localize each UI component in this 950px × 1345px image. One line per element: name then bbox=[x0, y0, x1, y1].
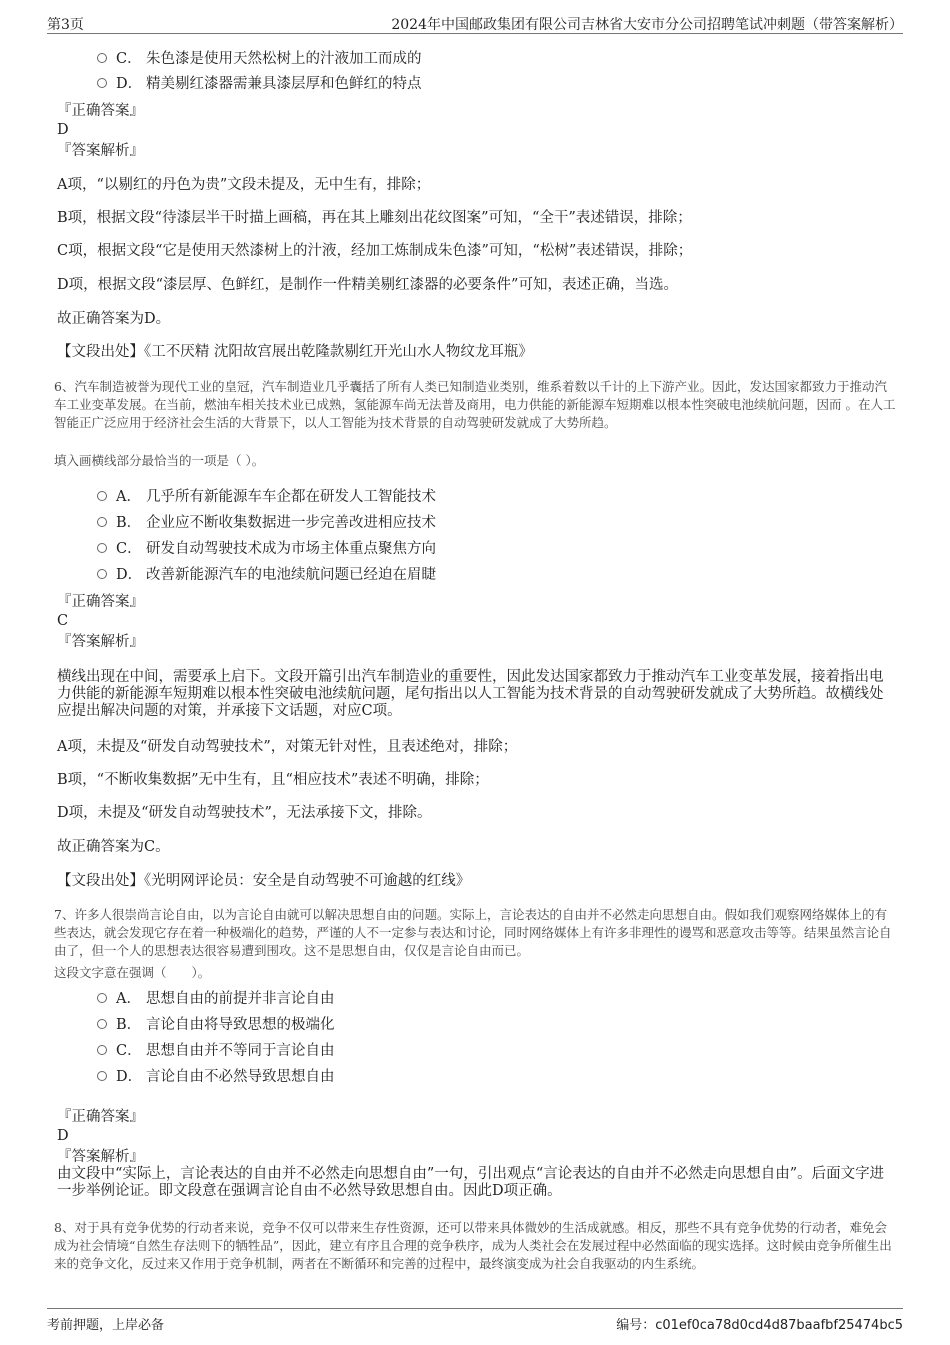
option-text: 言论自由不必然导致思想自由 bbox=[146, 1069, 335, 1085]
q7-answer: D bbox=[57, 1128, 69, 1144]
option-text: 企业应不断收集数据进一步完善改进相应技术 bbox=[146, 515, 436, 531]
radio-icon[interactable] bbox=[97, 993, 107, 1003]
option-text: 几乎所有新能源车车企都在研发人工智能技术 bbox=[146, 489, 436, 505]
q6-answer: C bbox=[57, 613, 69, 629]
q6-answer-label: 『正确答案』 bbox=[57, 594, 144, 610]
header-divider bbox=[47, 33, 903, 34]
q6-prompt: 填入画横线部分最恰当的一项是（ ）。 bbox=[54, 453, 265, 468]
q5-analysis-label: 『答案解析』 bbox=[57, 143, 144, 159]
q6-analysis-label: 『答案解析』 bbox=[57, 634, 144, 650]
q8-stem: 8、对于具有竞争优势的行动者来说，竞争不仅可以带来生存性资源，还可以带来具体微妙的生活成就感。相反，那些不具有竞争优势的行动者，难免会成为社会情境“自然生存法则下的牺牲品”，因此，建立有序且合理的竞争秩序，成为人类社会在发展过程中必然面临的现实选择。这时候由竞争所催生出来的竞争文化，反过来又作用于竞争机制，两者在不断循环和完善的过程中，最终演变成为社会自我驱动的内生系统。 bbox=[54, 1220, 892, 1271]
radio-icon[interactable] bbox=[97, 53, 107, 63]
q6-analysis-b: B项，“不断收集数据”无中生有，且“相应技术”表述不明确，排除； bbox=[57, 772, 489, 788]
q6-analysis-a: A项，未提及“研发自动驾驶技术”，对策无针对性，且表述绝对，排除； bbox=[57, 739, 518, 755]
radio-icon[interactable] bbox=[97, 78, 107, 88]
q6-conclusion: 故正确答案为C。 bbox=[57, 839, 170, 855]
q6-option-b[interactable] bbox=[97, 514, 436, 532]
q5-analysis-a: A项，“以剔红的丹色为贵”文段未提及，无中生有，排除； bbox=[57, 177, 431, 193]
footer-divider bbox=[47, 1308, 903, 1309]
q7-option-c[interactable] bbox=[97, 1042, 335, 1060]
q7-option-a[interactable] bbox=[97, 990, 335, 1008]
q7-stem: 7、许多人很崇尚言论自由，以为言论自由就可以解决思想自由的问题。实际上，言论表达的自由并不必然走向思想自由。假如我们观察网络媒体上的有些表达，就会发现它存在着一种极端化的趋势，严谨的人不一定参与表达和讨论，同时网络媒体上有许多非理性的谩骂和恶意攻击等等。结果虽然言论自由了，但一个人的思想表达很容易遭到围攻。这不是思想自由，仅仅是言论自由而已。 bbox=[54, 907, 892, 958]
radio-icon[interactable] bbox=[97, 1045, 107, 1055]
option-letter: B． bbox=[116, 1017, 142, 1033]
option-letter: C． bbox=[116, 1043, 142, 1059]
page-number: 第3页 bbox=[47, 17, 84, 33]
radio-icon[interactable] bbox=[97, 1019, 107, 1029]
q7-analysis-label: 『答案解析』 bbox=[57, 1149, 144, 1165]
q7-analysis-main: 由文段中“实际上，言论表达的自由并不必然走向思想自由”一句，引出观点“言论表达的自由并不必然走向思想自由”。后面文字进一步举例论证。即文段意在强调言论自由不必然导致思想自由。因此D项正确。 bbox=[57, 1166, 885, 1199]
q6-option-a[interactable] bbox=[97, 488, 436, 506]
radio-icon[interactable] bbox=[97, 1071, 107, 1081]
option-letter: C． bbox=[116, 51, 142, 67]
option-text: 研发自动驾驶技术成为市场主体重点聚焦方向 bbox=[146, 541, 436, 557]
option-text: 言论自由将导致思想的极端化 bbox=[146, 1017, 335, 1033]
option-letter: D． bbox=[116, 76, 143, 92]
q6-analysis-d: D项，未提及“研发自动驾驶技术”，无法承接下文，排除。 bbox=[57, 805, 432, 821]
q5-source: 【文段出处】《工不厌精 沈阳故宫展出乾隆款剔红开光山水人物纹龙耳瓶》 bbox=[57, 344, 533, 360]
q5-answer-label: 『正确答案』 bbox=[57, 103, 144, 119]
option-letter: D． bbox=[116, 1069, 143, 1085]
q7-answer-label: 『正确答案』 bbox=[57, 1109, 144, 1125]
q6-stem: 6、汽车制造被誉为现代工业的皇冠，汽车制造业几乎囊括了所有人类已知制造业类别，维系着数以千计的上下游产业。因此，发达国家都致力于推动汽车工业变革发展。在当前，燃油车相关技术业已成熟，氢能源车尚无法普及商用，电力供能的新能源车短期难以根本性突破电池续航问题，因而 。在人工智能正广泛应用于经济社会生活的大背景下，以人工智能为技术背景的自动驾驶研发就成了大势所趋。 bbox=[54, 379, 896, 430]
option-letter: B． bbox=[116, 515, 142, 531]
radio-icon[interactable] bbox=[97, 569, 107, 579]
q5-analysis-d: D项，根据文段“漆层厚、色鲜红，是制作一件精美剔红漆器的必要条件”可知，表述正确，当选。 bbox=[57, 277, 678, 293]
q5-answer: D bbox=[57, 122, 69, 138]
option-text: 改善新能源汽车的电池续航问题已经迫在眉睫 bbox=[146, 567, 436, 583]
option-letter: D． bbox=[116, 567, 143, 583]
option-letter: A． bbox=[116, 991, 141, 1007]
q7-option-d[interactable] bbox=[97, 1068, 335, 1086]
q6-source: 【文段出处】《光明网评论员：安全是自动驾驶不可逾越的红线》 bbox=[57, 873, 471, 889]
option-text: 朱色漆是使用天然松树上的汁液加工而成的 bbox=[146, 51, 422, 67]
q6-option-d[interactable] bbox=[97, 566, 436, 584]
document-serial: 编号：c01ef0ca78d0cd4d87baafbf25474bc5 bbox=[616, 1318, 903, 1333]
radio-icon[interactable] bbox=[97, 517, 107, 527]
option-letter: C． bbox=[116, 541, 142, 557]
document-title: 2024年中国邮政集团有限公司吉林省大安市分公司招聘笔试冲刺题（带答案解析） bbox=[391, 17, 903, 33]
q7-prompt: 这段文字意在强调（ ）。 bbox=[54, 965, 211, 980]
option-letter: A． bbox=[116, 489, 141, 505]
q7-option-b[interactable] bbox=[97, 1016, 335, 1034]
option-text: 精美剔红漆器需兼具漆层厚和色鲜红的特点 bbox=[146, 76, 422, 92]
q6-option-c[interactable] bbox=[97, 540, 436, 558]
q5-analysis-b: B项，根据文段“待漆层半干时描上画稿，再在其上雕刻出花纹图案”可知，“全干”表述错误，排除； bbox=[57, 210, 692, 226]
option-text: 思想自由并不等同于言论自由 bbox=[146, 1043, 335, 1059]
q5-option-c[interactable] bbox=[97, 50, 422, 68]
q5-conclusion: 故正确答案为D。 bbox=[57, 311, 171, 327]
q5-option-d[interactable] bbox=[97, 75, 422, 93]
radio-icon[interactable] bbox=[97, 491, 107, 501]
q5-analysis-c: C项，根据文段“它是使用天然漆树上的汁液，经加工炼制成朱色漆”可知，“松树”表述错误，排除； bbox=[57, 243, 693, 259]
footer-slogan: 考前押题，上岸必备 bbox=[47, 1318, 165, 1333]
option-text: 思想自由的前提并非言论自由 bbox=[146, 991, 335, 1007]
radio-icon[interactable] bbox=[97, 543, 107, 553]
q6-analysis-main: 横线出现在中间，需要承上启下。文段开篇引出汽车制造业的重要性，因此发达国家都致力于推动汽车工业变革发展，接着指出电力供能的新能源车短期难以根本性突破电池续航问题，尾句指出以人工智能为技术背景的自动驾驶研发就成了大势所趋。故横线处应提出解决问题的对策，并承接下文话题，对应C项。 bbox=[57, 669, 884, 719]
